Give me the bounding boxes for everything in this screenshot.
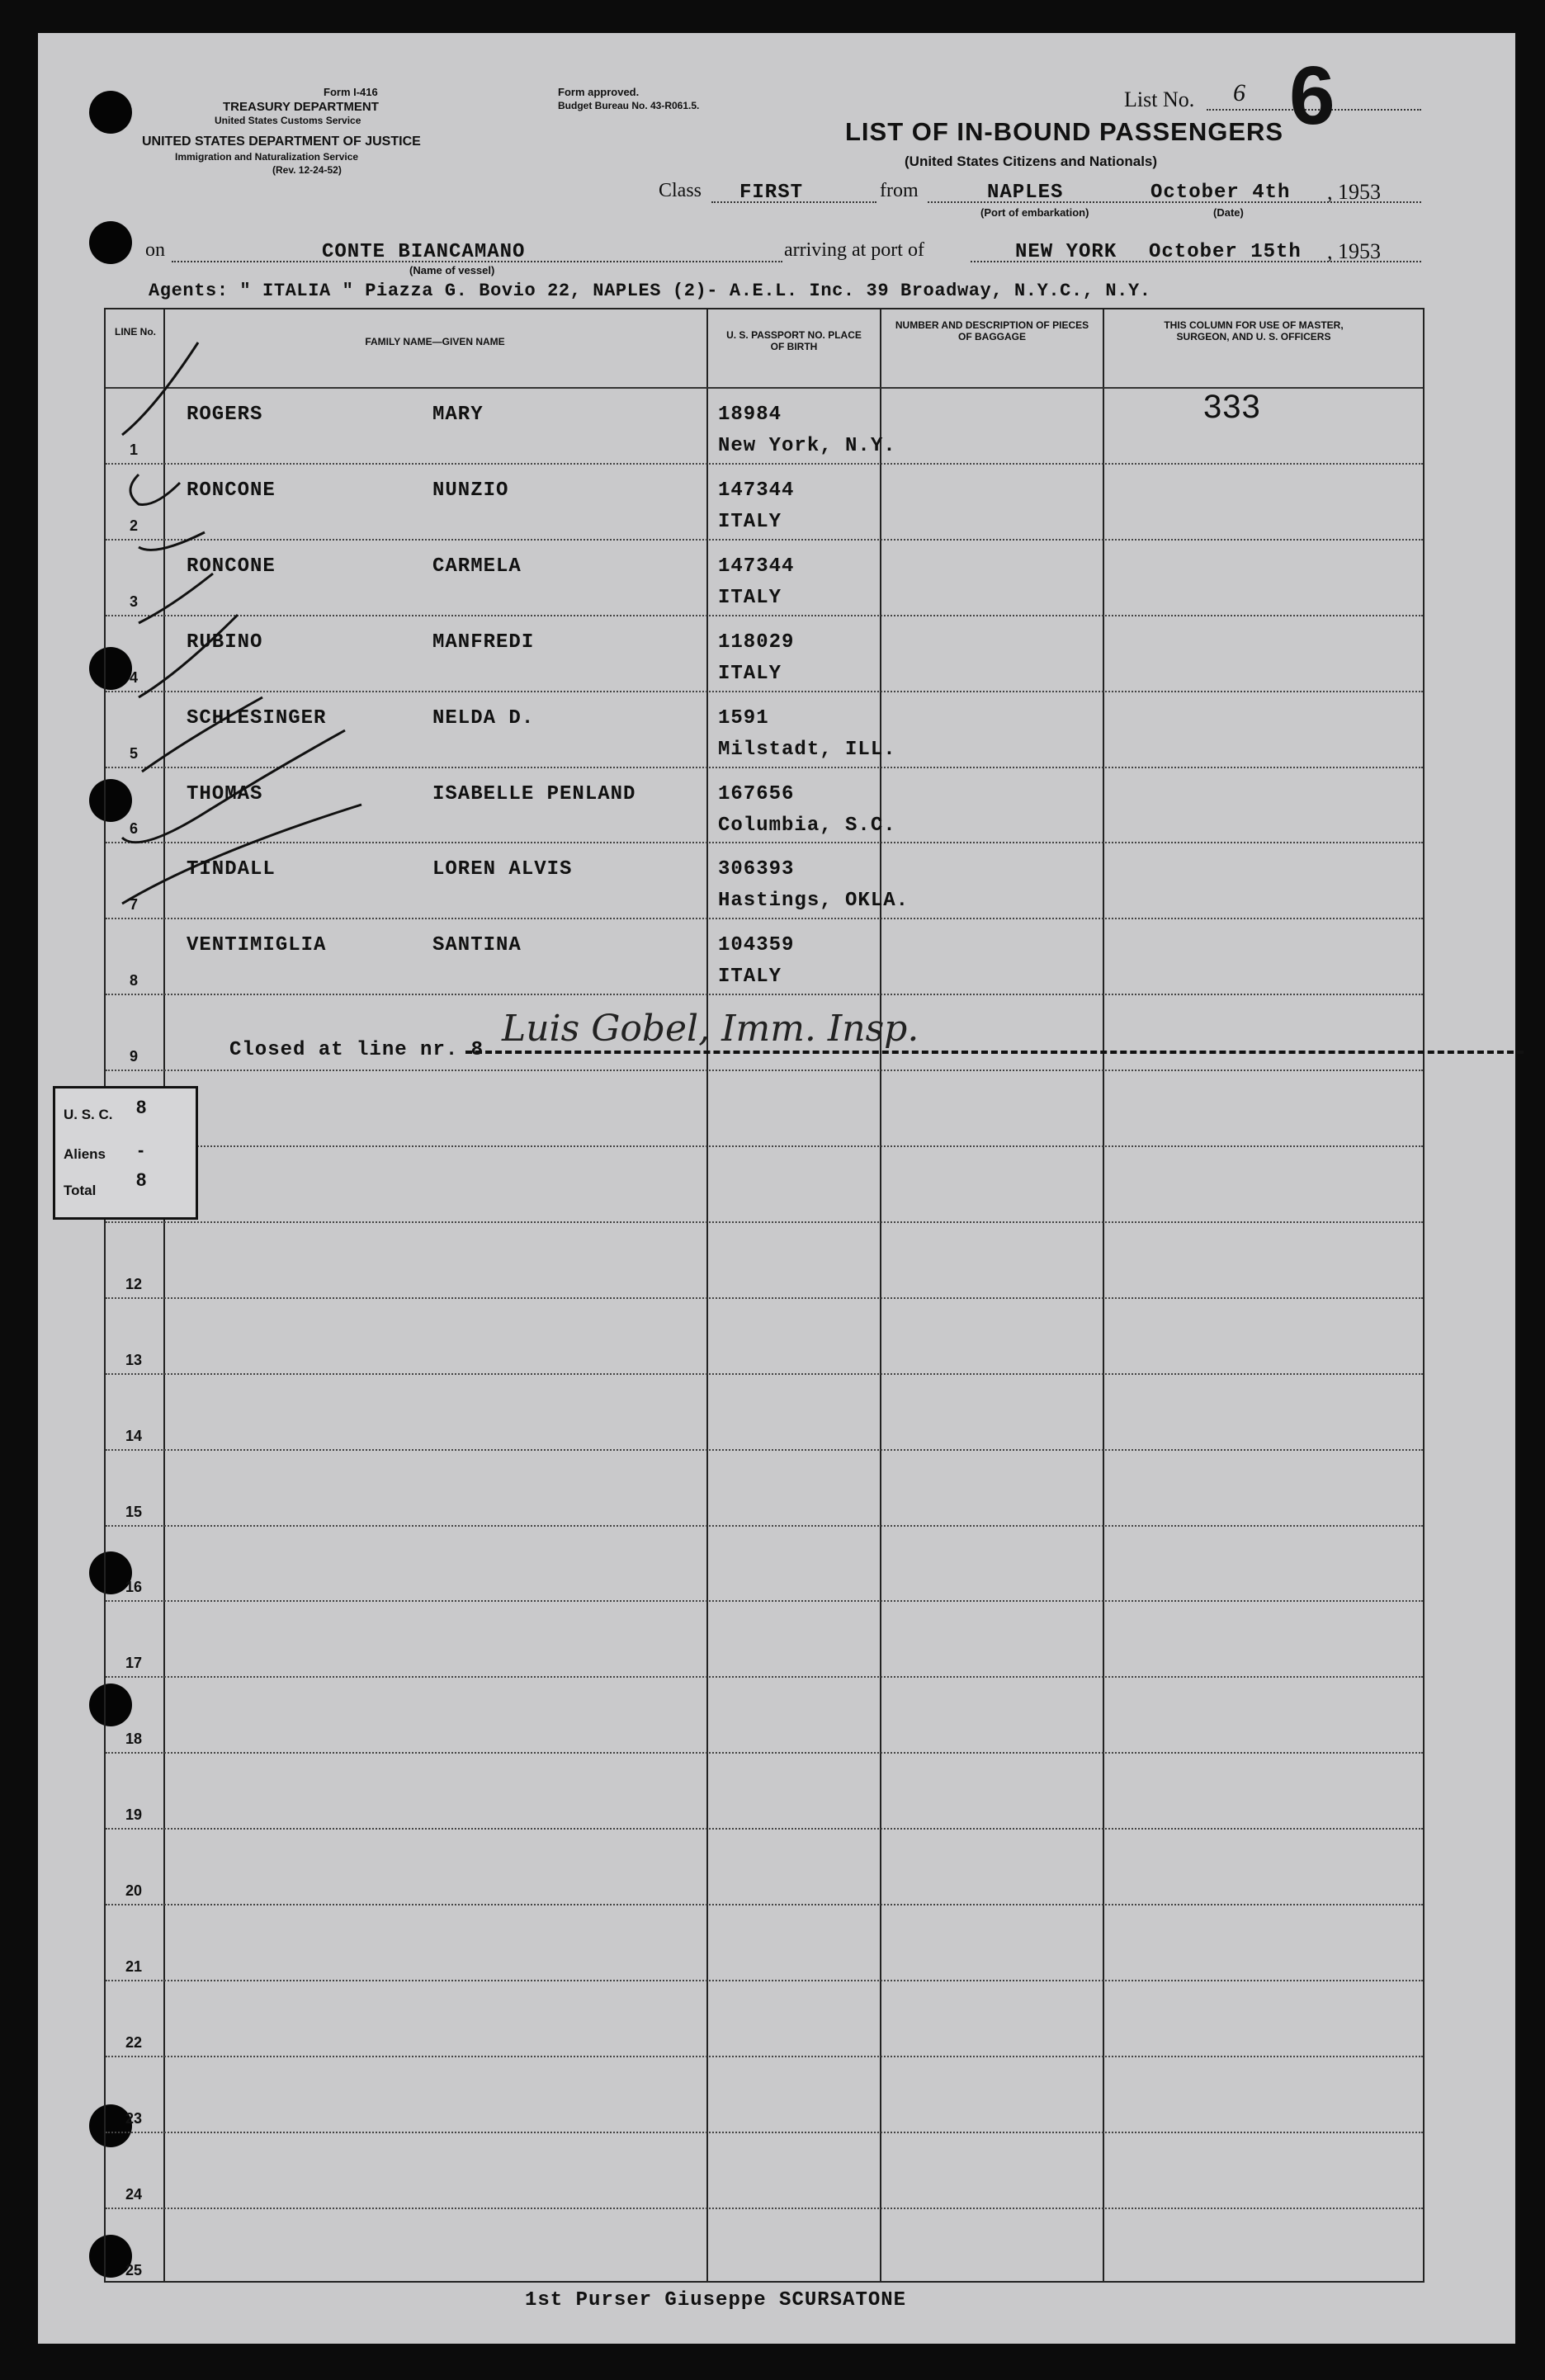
on-label: on (145, 239, 165, 261)
stamp-usc-value: 8 (136, 1097, 147, 1117)
line-number: 7 (129, 896, 138, 913)
header-line-no: LINE No. (115, 326, 156, 338)
budget-bureau: Budget Bureau No. 43-R061.5. (558, 100, 700, 111)
passport-number: 1591 (718, 707, 769, 730)
header-family-name: FAMILY NAME—GIVEN NAME (365, 336, 505, 347)
vessel-name: CONTE BIANCAMANO (322, 241, 526, 263)
column-divider (1103, 309, 1104, 2281)
line-number: 1 (129, 442, 138, 458)
line-number: 24 (125, 2186, 143, 2203)
arrival-date: October 15th (1149, 241, 1302, 263)
passport-number: 118029 (718, 631, 795, 654)
treasury-department: TREASURY DEPARTMENT (223, 100, 379, 114)
birthplace: ITALY (718, 511, 782, 533)
class-value: FIRST (739, 182, 804, 204)
inspector-signature: Luis Gobel, Imm. Insp. (502, 1008, 919, 1050)
closed-at-line: Closed at line nr. 8 (229, 1039, 484, 1061)
line-number: 6 (129, 820, 138, 837)
passenger-family-name: SCHLESINGER (187, 707, 327, 730)
birthplace: Hastings, OKLA. (718, 890, 910, 912)
column-divider (880, 309, 881, 2281)
departure-date: October 4th (1150, 182, 1291, 204)
row-rule (106, 994, 1423, 995)
passenger-family-name: RONCONE (187, 555, 276, 578)
column-divider (706, 309, 708, 2281)
arriving-label: arriving at port of (784, 239, 924, 261)
passenger-given-name: LOREN ALVIS (432, 858, 573, 881)
departure-year-underline (1327, 201, 1421, 203)
departure-year: , 1953 (1327, 180, 1381, 204)
passenger-given-name: MANFREDI (432, 631, 535, 654)
line-number: 17 (125, 1655, 143, 1671)
row-rule (106, 1221, 1423, 1223)
from-label: from (880, 180, 919, 201)
date-note: (Date) (1213, 206, 1244, 219)
list-no-large: 6 (1289, 50, 1335, 142)
line-number: 8 (129, 972, 138, 989)
row-rule (106, 2132, 1423, 2133)
row-rule (106, 1980, 1423, 1981)
check-marks (106, 309, 403, 920)
line-number: 14 (125, 1428, 143, 1444)
line-number: 9 (129, 1048, 138, 1065)
stamp-usc-label: U. S. C. (64, 1107, 113, 1122)
line-number: 20 (125, 1882, 143, 1899)
row-rule (106, 1752, 1423, 1754)
passenger-family-name: VENTIMIGLIA (187, 934, 327, 956)
closed-dash-line (465, 1051, 1524, 1054)
passenger-family-name: TINDALL (187, 858, 276, 881)
stamp-total-value: 8 (136, 1169, 147, 1190)
row-rule (106, 1145, 1423, 1147)
row-rule (106, 1373, 1423, 1375)
passenger-family-name: RONCONE (187, 479, 276, 502)
birthplace: New York, N.Y. (718, 435, 896, 457)
embarkation-port: NAPLES (987, 182, 1064, 204)
stamp-aliens-value: - (138, 1140, 144, 1160)
passenger-given-name: NUNZIO (432, 479, 509, 502)
document-subtitle: (United States Citizens and Nationals) (905, 153, 1158, 169)
binder-hole (89, 221, 132, 264)
birthplace: ITALY (718, 663, 782, 685)
row-rule (106, 2208, 1423, 2209)
row-rule (106, 1676, 1423, 1678)
officer-note: 333 (1203, 389, 1261, 425)
class-label: Class (659, 180, 702, 201)
list-no-value: 6 (1233, 79, 1245, 106)
row-rule (106, 1828, 1423, 1830)
vessel-note: (Name of vessel) (409, 264, 495, 276)
department-justice: UNITED STATES DEPARTMENT OF JUSTICE (142, 135, 421, 149)
arrival-year: , 1953 (1327, 239, 1381, 263)
passport-number: 167656 (718, 783, 795, 805)
birthplace: Columbia, S.C. (718, 815, 896, 837)
line-number: 19 (125, 1806, 143, 1823)
passport-number: 147344 (718, 479, 795, 502)
document-title: LIST OF IN-BOUND PASSENGERS (845, 117, 1284, 146)
line-number: 3 (129, 593, 138, 610)
passport-number: 104359 (718, 934, 795, 956)
revision-date: (Rev. 12-24-52) (272, 164, 342, 176)
port-embarkation-note: (Port of embarkation) (980, 206, 1089, 219)
list-no-label: List No. (1124, 87, 1195, 111)
ins-service: Immigration and Naturalization Service (175, 151, 359, 163)
birthplace: ITALY (718, 966, 782, 988)
purser-signature: 1st Purser Giuseppe SCURSATONE (525, 2289, 907, 2312)
passport-number: 18984 (718, 404, 782, 426)
line-number: 15 (125, 1504, 143, 1520)
line-number: 13 (125, 1352, 143, 1368)
passenger-given-name: CARMELA (432, 555, 522, 578)
passenger-family-name: RUBINO (187, 631, 263, 654)
passenger-given-name: ISABELLE PENLAND (432, 783, 636, 805)
form-number: Form I-416 (324, 86, 378, 98)
row-rule (106, 1449, 1423, 1451)
line-number: 18 (125, 1731, 143, 1747)
agents-line: Agents: " ITALIA " Piazza G. Bovio 22, NAPLES (2)- A.E.L. Inc. 39 Broadway, N.Y.C., N.Y. (149, 281, 1151, 301)
row-rule (106, 1070, 1423, 1071)
binder-hole (89, 91, 132, 134)
form-approved: Form approved. (558, 86, 640, 98)
passenger-family-name: ROGERS (187, 404, 263, 426)
passport-number: 147344 (718, 555, 795, 578)
row-rule (106, 1297, 1423, 1299)
stamp-total-label: Total (64, 1183, 97, 1198)
arrival-year-underline (1327, 261, 1421, 262)
passenger-given-name: SANTINA (432, 934, 522, 956)
line-number: 5 (129, 745, 138, 762)
header-passport: U. S. PASSPORT NO. PLACE OF BIRTH (726, 329, 862, 352)
row-rule (106, 1904, 1423, 1905)
line-number: 21 (125, 1958, 143, 1975)
passenger-family-name: THOMAS (187, 783, 263, 805)
passenger-given-name: NELDA D. (432, 707, 535, 730)
line-number: 22 (125, 2034, 143, 2051)
header-baggage: NUMBER AND DESCRIPTION OF PIECES OF BAGGAGE (895, 319, 1089, 342)
line-number: 2 (129, 517, 138, 534)
arrival-port: NEW YORK (1015, 241, 1117, 263)
header-officers: THIS COLUMN FOR USE OF MASTER, SURGEON, AND U. S. OFFICERS (1164, 319, 1344, 342)
line-number: 25 (125, 2262, 143, 2278)
stamp-aliens-label: Aliens (64, 1146, 106, 1162)
row-rule (106, 1525, 1423, 1527)
line-number: 12 (125, 1276, 143, 1292)
customs-service: United States Customs Service (215, 115, 361, 126)
alien-count-stamp (53, 1086, 198, 1220)
line-number: 16 (125, 1579, 143, 1595)
passenger-given-name: MARY (432, 404, 484, 426)
birthplace: Milstadt, ILL. (718, 739, 896, 761)
line-number: 23 (125, 2110, 143, 2127)
line-number: 4 (129, 669, 138, 686)
passport-number: 306393 (718, 858, 795, 881)
birthplace: ITALY (718, 587, 782, 609)
row-rule (106, 2056, 1423, 2057)
passenger-table (104, 308, 1425, 2283)
row-rule (106, 1600, 1423, 1602)
